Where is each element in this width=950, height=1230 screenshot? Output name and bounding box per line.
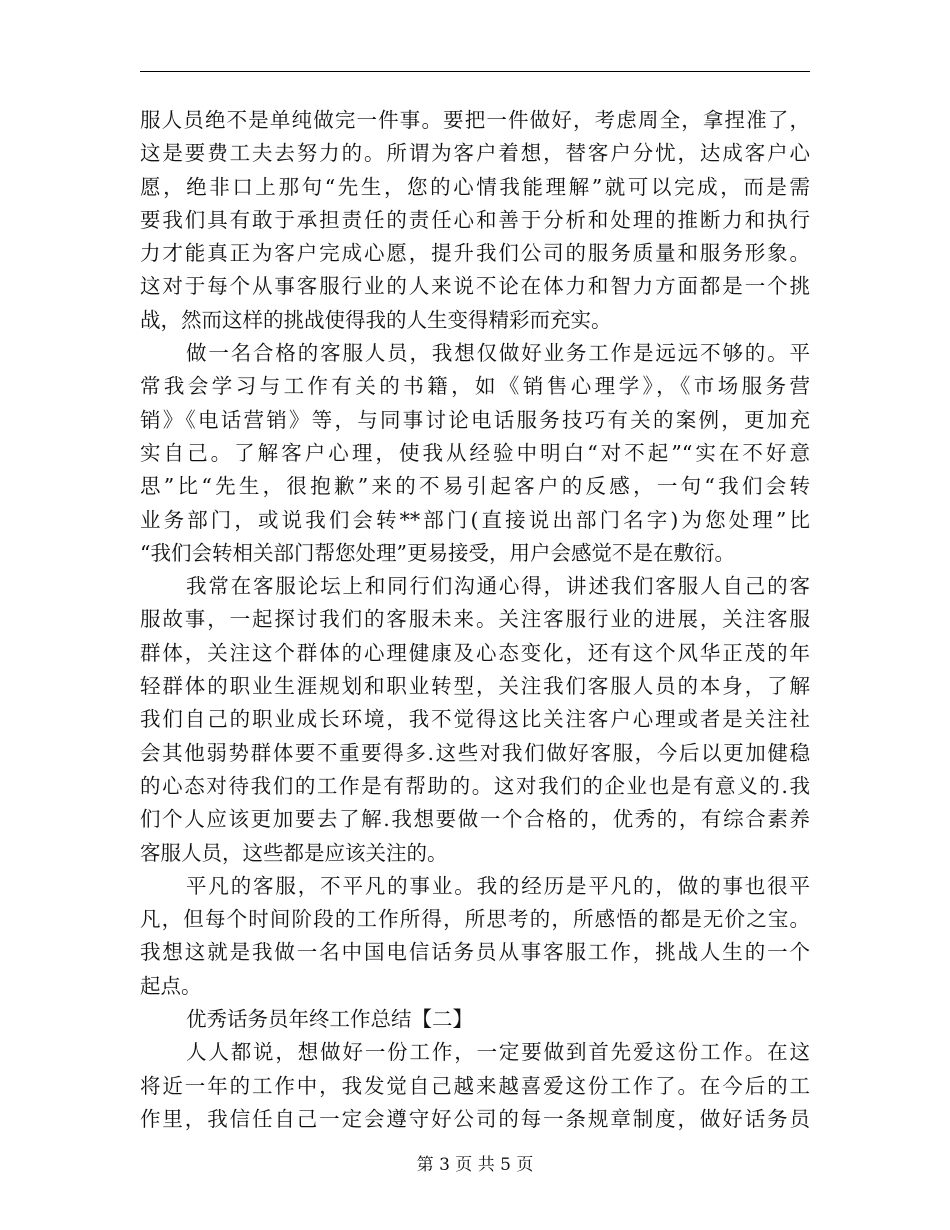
paragraph-5 (140, 1036, 810, 1136)
text-line: 思”比“先生，很抱歉”来的不易引起客户的反感，一句“我们会转 (140, 474, 810, 499)
page-number: 第 3 页 共 5 页 (416, 1155, 534, 1175)
text-line: 这对于每个从事客服行业的人来说不论在体力和智力方面都是一个挑 (140, 274, 810, 299)
text-line: 我们自己的职业成长环境，我不觉得这比关注客户心理或者是关注社 (140, 707, 810, 732)
text-line: 作里，我信任自己一定会遵守好公司的每一条规章制度，做好话务员 (140, 1106, 810, 1131)
text-line: 服人员绝不是单纯做完一件事。要把一件做好，考虑周全，拿捏准了， (140, 108, 810, 132)
text-line: 我常在客服论坛上和同行们沟通心得，讲述我们客服人自己的客 (186, 574, 810, 599)
text-line: 群体，关注这个群体的心理健康及心态变化，还有这个风华正茂的年 (140, 640, 810, 665)
text-line: 将近一年的工作中，我发觉自己越来越喜爱这份工作了。在今后的工 (140, 1073, 810, 1098)
text-line: 销》《电话营销》等，与同事讨论电话服务技巧有关的案例，更加充 (140, 407, 810, 432)
paragraph-4 (140, 870, 810, 1003)
text-line: 们个人应该更加要去了解.我想要做一个合格的，优秀的，有综合素养 (140, 807, 810, 832)
text-line: 服故事，一起探讨我们的客服未来。关注客服行业的进展，关注客服 (140, 607, 810, 632)
text-line: 我想这就是我做一名中国电信话务员从事客服工作，挑战人生的一个 (140, 940, 810, 965)
text-line: 这是要费工夫去努力的。所谓为客户着想，替客户分忧，达成客户心 (140, 141, 810, 166)
text-line: 做一名合格的客服人员，我想仅做好业务工作是远远不够的。平 (186, 341, 810, 366)
paragraph-3 (140, 570, 810, 870)
text-line: 实自己。了解客户心理，使我从经验中明白“对不起”“实在不好意 (140, 440, 810, 465)
header-rule (140, 71, 810, 72)
document-body (140, 104, 810, 1136)
text-line: 愿，绝非口上那句“先生，您的心情我能理解”就可以完成，而是需 (140, 174, 810, 199)
text-line: 战，然而这样的挑战使得我的人生变得精彩而充实。 (140, 307, 612, 332)
text-line: 常我会学习与工作有关的书籍，如《销售心理学》，《市场服务营 (140, 374, 810, 399)
text-line: 要我们具有敢于承担责任的责任心和善于分析和处理的推断力和执行 (140, 207, 810, 232)
text-line: 业务部门，或说我们会转**部门(直接说出部门名字)为您处理”比 (140, 507, 810, 532)
section-heading: 优秀话务员年终工作总结【二】 (186, 1007, 473, 1032)
text-line: 力才能真正为客户完成心愿，提升我们公司的服务质量和服务形象。 (140, 241, 810, 266)
text-line: 客服人员，这些都是应该关注的。 (140, 840, 448, 865)
text-line: 平凡的客服，不平凡的事业。我的经历是平凡的，做的事也很平 (186, 873, 810, 898)
text-line: “我们会转相关部门帮您处理”更易接受，用户会感觉不是在敷衍。 (140, 540, 735, 565)
text-line: 会其他弱势群体要不重要得多.这些对我们做好客服，今后以更加健稳 (140, 740, 810, 765)
text-line: 人人都说，想做好一份工作，一定要做到首先爱这份工作。在这 (186, 1040, 810, 1065)
paragraph-2 (140, 337, 810, 570)
text-line: 的心态对待我们的工作是有帮助的。这对我们的企业也是有意义的.我 (140, 773, 810, 798)
text-line: 凡，但每个时间阶段的工作所得，所思考的，所感悟的都是无价之宝。 (140, 907, 810, 932)
text-line: 轻群体的职业生涯规划和职业转型，关注我们客服人员的本身，了解 (140, 674, 810, 699)
text-line: 起点。 (140, 973, 202, 998)
paragraph-1 (140, 104, 810, 337)
